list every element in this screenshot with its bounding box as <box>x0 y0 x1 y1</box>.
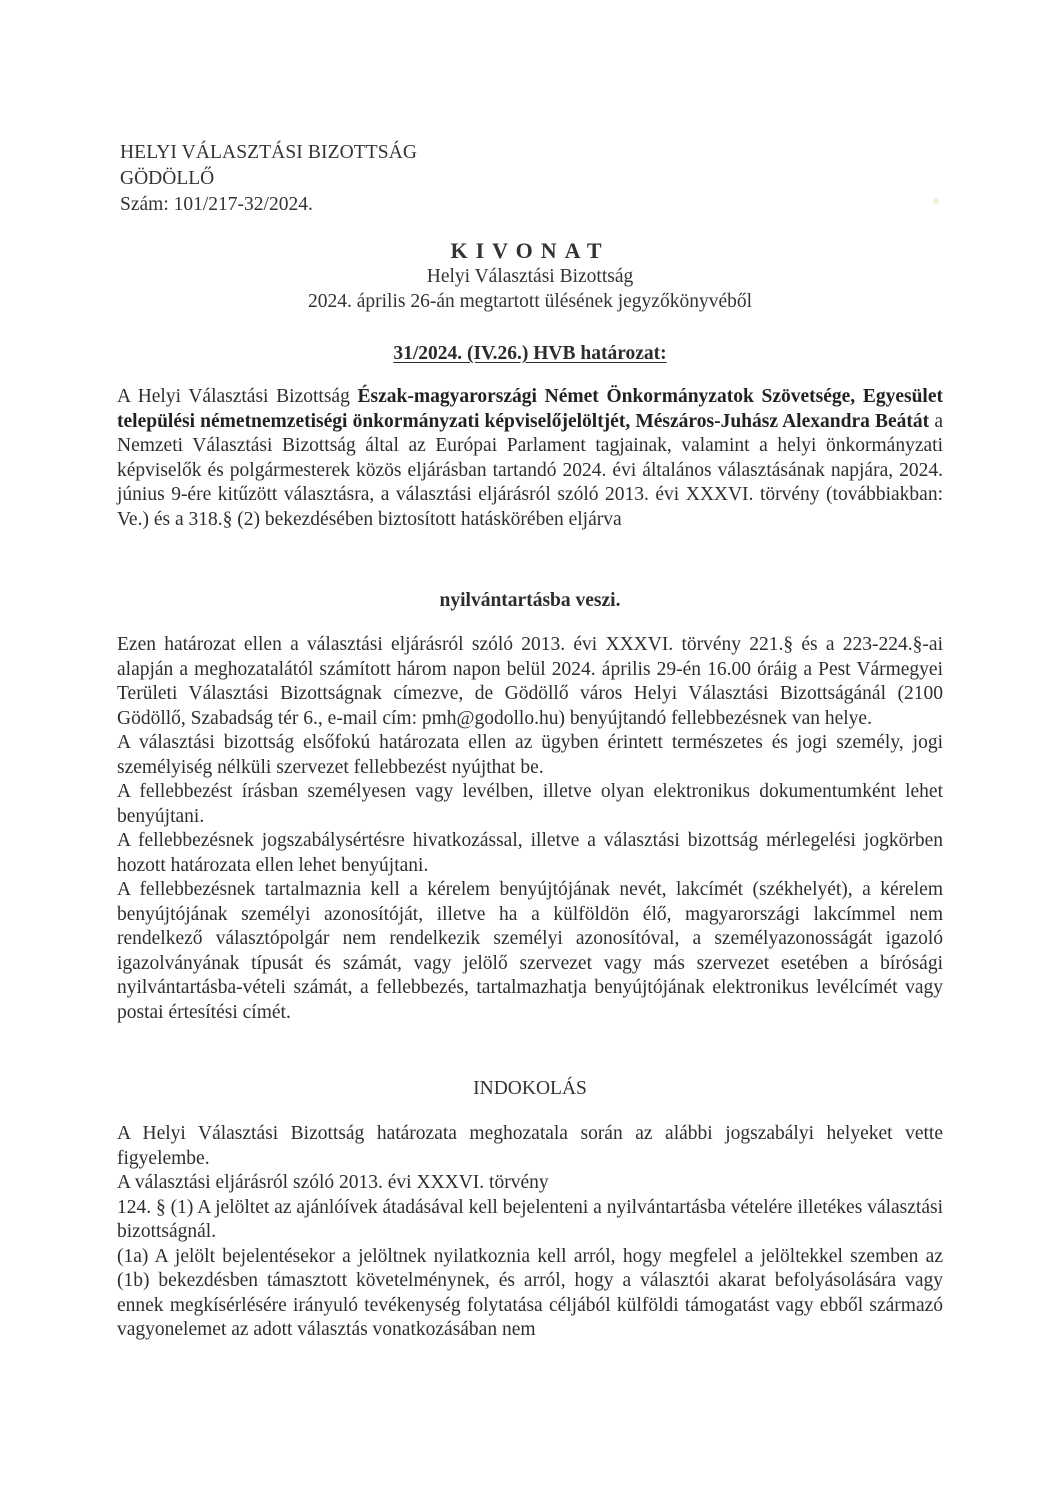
intro-text-1: A Helyi Választási Bizottság <box>117 386 358 407</box>
appeal-paragraph: A fellebbezésnek jogszabálysértésre hivatkozással, illetve a választási bizottság mérlegelési jogkörben hozott határozata ellen lehet benyújtani. <box>117 830 943 876</box>
resolution-intro <box>117 385 943 532</box>
intro-text-2: a Nemzeti Választási Bizottság által az Európai Parlament tagjainak, valamint a helyi önkormányzati képviselők és polgármesterek közös eljárásban tartandó 2024. évi általános választásának napjára, 2024. június 9-ére kitűzött választásra, a választási eljárásról szóló 2013. évi XXXVI. törvény (továbbiakban: Ve.) és a 318.§ (2) bekezdésében biztosított hatáskörében eljárva <box>117 410 944 530</box>
appeal-paragraph: A fellebbezésnek tartalmaznia kell a kérelem benyújtójának nevét, lakcímét (székhelyét), a kérelem benyújtójának személyi azonosítóját, illetve ha a külföldön élő, magyarországi lakcímmel nem rendelkező választópolgár nem rendelkezik személyi azonosítóval, a személyazonosságát igazoló igazolványának típusát és számát, vagy jelölő szervezet vagy más szervezet esetében a bírósági nyilvántartásba-vételi számát, a fellebbezés, tartalmazhatja benyújtójának elektronikus levélcímét vagy postai értesítési címét. <box>117 879 943 1023</box>
document-title: KIVONAT <box>450 238 610 263</box>
reasoning-paragraph: 124. § (1) A jelöltet az ajánlóívek átadásával kell bejelenteni a nyilvántartásba vételére illetékes választási bizottságnál. <box>117 1196 943 1242</box>
scan-artifact <box>933 198 939 204</box>
appeal-paragraph: Ezen határozat ellen a választási eljárásról szóló 2013. évi XXXVI. törvény 221.§ és a 223-224.§-ai alapján a meghozatalától számított három napon belül 2024. április 29-én 16.00 óráig a Pest Vármegyei Területi Választási Bizottságnak címezve, de Gödöllő város Helyi Választási Bizottságánál (2100 Gödöllő, Szabadság tér 6., e-mail cím: pmh@godollo.hu) benyújtandó fellebbezésnek van helye. <box>117 634 943 729</box>
reasoning-heading: INDOKOLÁS <box>473 1078 587 1099</box>
reasoning-section <box>117 1122 943 1343</box>
issuing-authority: HELYI VÁLASZTÁSI BIZOTTSÁG <box>120 142 418 163</box>
appeal-paragraph: A fellebbezést írásban személyesen vagy levélben, illetve olyan elektronikus dokumentumként lehet benyújtani. <box>117 781 943 827</box>
reference-number: Szám: 101/217-32/2024. <box>120 194 313 215</box>
issuing-city: GÖDÖLLŐ <box>120 168 215 189</box>
appeal-paragraph: A választási bizottság elsőfokú határozata ellen az ügyben érintett természetes és jogi személy, jogi személyiség nélküli szervezet fellebbezést nyújthat be. <box>117 732 943 778</box>
committee-name: Helyi Választási Bizottság <box>426 266 634 287</box>
resolution-intro-paragraph <box>117 385 943 532</box>
intro-candidate-bold: Észak-magyarországi Német Önkormányzatok Szövetsége, Egyesület települési németnemzetiségi önkormányzati képviselőjelöltjét, Mészáros-Juhász Alexandra Beátát <box>117 386 943 432</box>
reasoning-paragraph: A választási eljárásról szóló 2013. évi XXXVI. törvény <box>117 1172 549 1193</box>
reasoning-paragraph: A Helyi Választási Bizottság határozata meghozatala során az alábbi jogszabályi helyeket vette figyelembe. <box>117 1123 943 1169</box>
appeal-section <box>117 633 943 1025</box>
meeting-subtitle: 2024. április 26-án megtartott ülésének jegyzőkönyvéből <box>307 291 753 312</box>
reasoning-paragraph: (1a) A jelölt bejelentésekor a jelöltnek nyilatkoznia kell arról, hogy megfelel a jelöltekkel szemben az (1b) bekezdésben támasztott követelménynek, és arról, hogy a választói akarat befolyásolására vagy ennek megkísérlésére irányuló tevékenység folytatása céljából külföldi támogatást vagy ebből származó vagyonelemet az adott választás vonatkozásában nem <box>117 1245 943 1340</box>
resolution-verdict: nyilvántartásba veszi. <box>439 590 621 611</box>
resolution-heading: 31/2024. (IV.26.) HVB határozat: <box>393 343 667 364</box>
document-header <box>120 140 417 218</box>
